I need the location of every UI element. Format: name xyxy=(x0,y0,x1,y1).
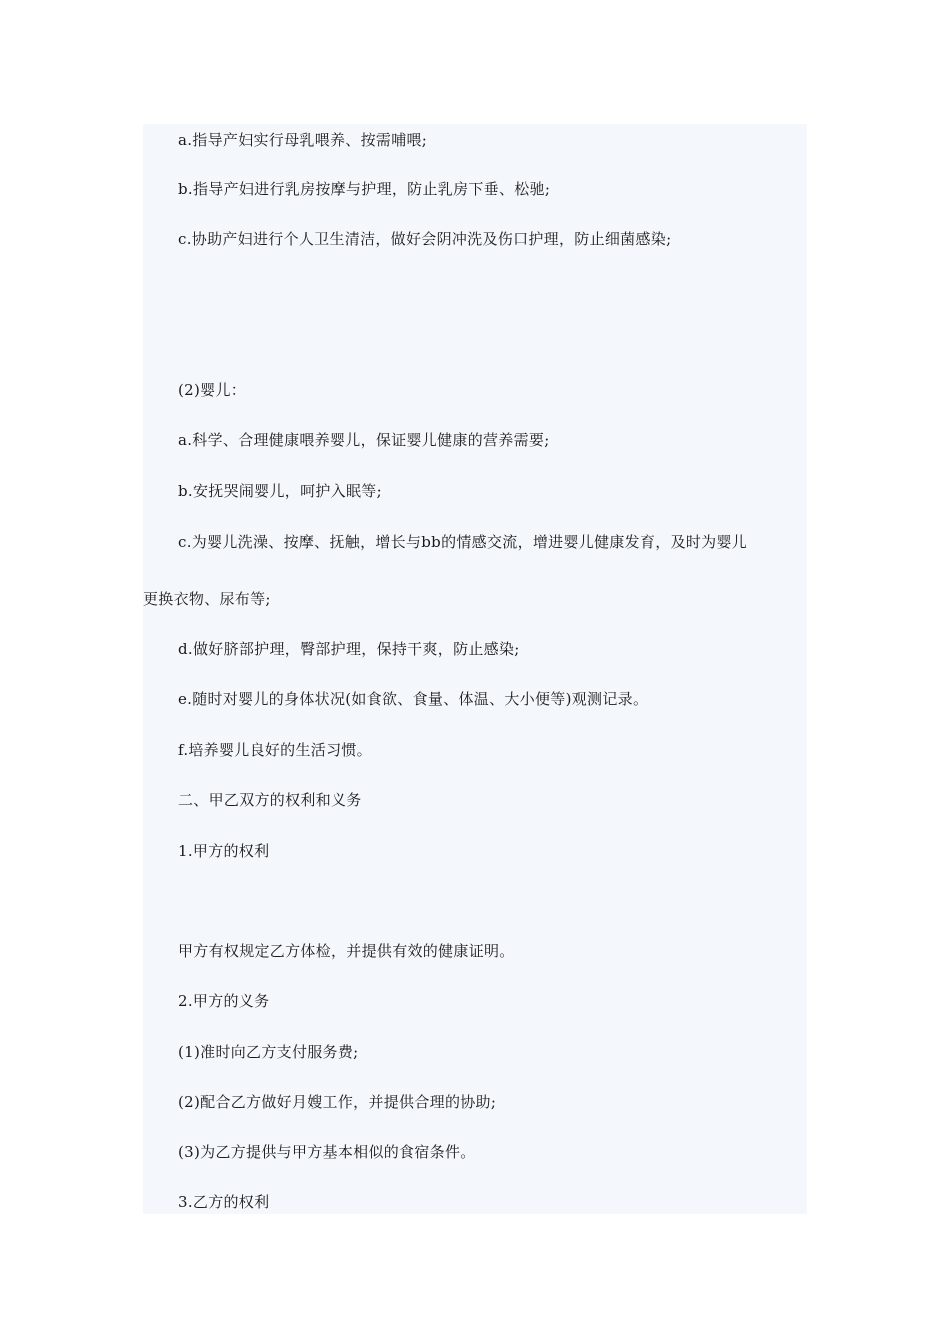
infant-care-item-d: d.做好脐部护理，臀部护理，保持干爽，防止感染; xyxy=(178,640,520,658)
party-a-rights-heading: 1.甲方的权利 xyxy=(178,842,270,860)
contract-text-block xyxy=(143,124,807,1214)
infant-care-item-b: b.安抚哭闹婴儿，呵护入眠等; xyxy=(178,482,382,500)
mother-care-item-b: b.指导产妇进行乳房按摩与护理，防止乳房下垂、松驰; xyxy=(178,180,551,198)
party-a-obligations-heading: 2.甲方的义务 xyxy=(178,992,270,1010)
mother-care-item-c: c.协助产妇进行个人卫生清洁，做好会阴冲洗及伤口护理，防止细菌感染; xyxy=(178,230,672,248)
mother-care-item-a: a.指导产妇实行母乳喂养、按需哺喂; xyxy=(178,131,428,149)
party-a-obligation-3: (3)为乙方提供与甲方基本相似的食宿条件。 xyxy=(178,1143,476,1161)
infant-care-item-c-continued: 更换衣物、尿布等; xyxy=(143,590,271,608)
infant-section-heading: (2)婴儿： xyxy=(178,381,247,399)
infant-care-item-e: e.随时对婴儿的身体状况(如食欲、食量、体温、大小便等)观测记录。 xyxy=(178,690,649,708)
infant-care-item-a: a.科学、合理健康喂养婴儿，保证婴儿健康的营养需要; xyxy=(178,431,550,449)
party-a-obligation-2: (2)配合乙方做好月嫂工作，并提供合理的协助; xyxy=(178,1093,497,1111)
party-b-rights-heading: 3.乙方的权利 xyxy=(178,1193,270,1211)
infant-care-item-f: f.培养婴儿良好的生活习惯。 xyxy=(178,741,372,759)
party-a-obligation-1: (1)准时向乙方支付服务费; xyxy=(178,1043,359,1061)
party-a-rights-text: 甲方有权规定乙方体检，并提供有效的健康证明。 xyxy=(178,942,515,960)
rights-obligations-heading: 二、甲乙双方的权利和义务 xyxy=(178,791,362,809)
infant-care-item-c: c.为婴儿洗澡、按摩、抚触，增长与bb的情感交流，增进婴儿健康发育，及时为婴儿 xyxy=(178,533,748,551)
